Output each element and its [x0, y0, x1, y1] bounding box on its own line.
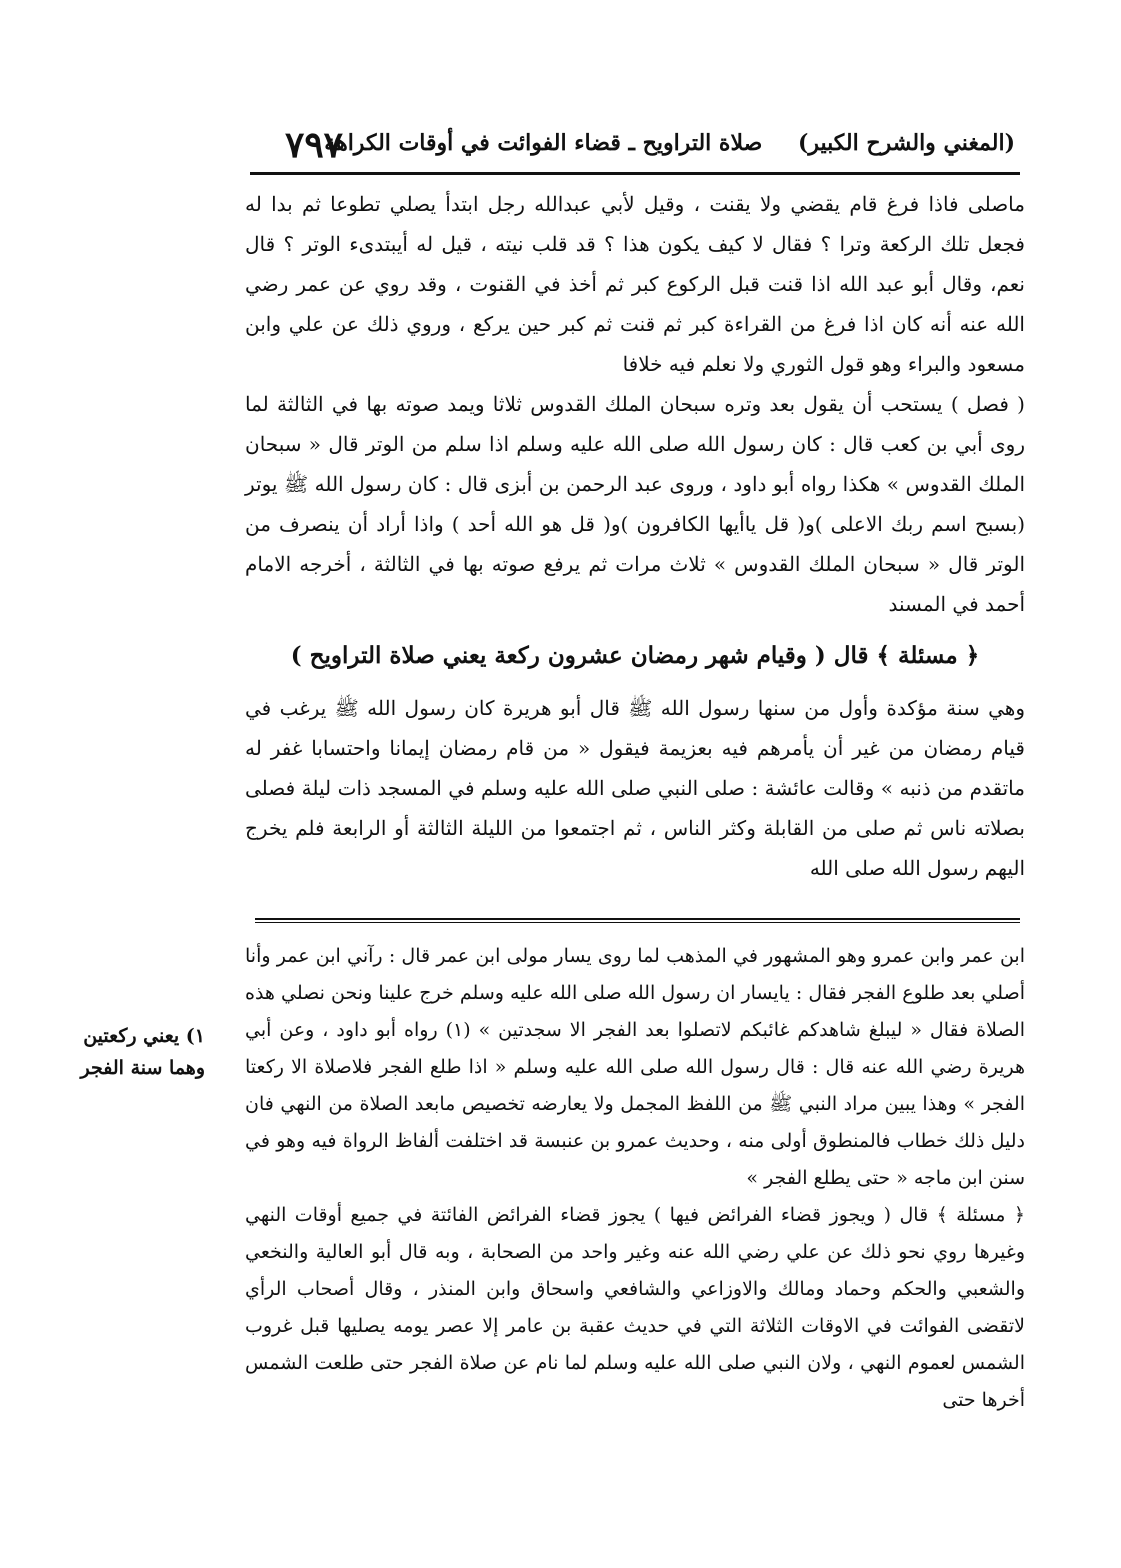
header-titles — [296, 130, 1015, 156]
paragraph: ( فصل ) يستحب أن يقول بعد وتره سبحان الملك القدوس ثلاثا ويمد صوته بها في الثالثة لما روى أبي بن كعب قال : كان رسول الله صلى الله عليه وسلم اذا سلم من الوتر قال « سبحان الملك القدوس » هكذا رواه أبو داود ، وروى عبد الرحمن بن أبزى قال : كان رسول الله ﷺ يوتر (بسبح اسم ربك الاعلى )و( قل ياأيها الكافرون )و( قل هو الله أحد ) واذا أراد أن ينصرف من الوتر قال « سبحان الملك القدوس » ثلاث مرات ثم يرفع صوته بها في الثالثة ، أخرجه الامام أحمد في المسند — [245, 392, 1025, 616]
section-heading: ﴿ مسئلة ﴾ قال ( وقيام شهر رمضان عشرون ركعة يعني صلاة التراويح ) — [290, 642, 980, 669]
paragraph: ﴿ مسئلة ﴾ قال ( ويجوز قضاء الفرائض فيها ) يجوز قضاء الفرائض الفائتة في جميع أوقات النهي وغيرها روي نحو ذلك عن علي رضي الله عنه وغير واحد من الصحابة ، وبه قال أبو العالية والنخعي والشعبي والحكم وحماد ومالك والاوزاعي والشافعي واسحاق وابن المنذر ، وقال أصحاب الرأي لاتقضى الفوائت في الاوقات الثلاثة التي في حديث عقبة بن عامر إلا عصر يومه يصليها قبل غروب الشمس لعموم النهي ، ولان النبي صلى الله عليه وسلم لما نام عن صلاة الفجر حتى طلعت الشمس أخرها حتى — [245, 1204, 1025, 1411]
paragraph: ماصلى فاذا فرغ قام يقضي ولا يقنت ، وقيل لأبي عبدالله رجل ابتدأ يصلي تطوعا ثم بدا له فجعل تلك الركعة وترا ؟ فقال لا كيف يكون هذا ؟ قد قلب نيته ، قيل له أيبتدىء الوتر ؟ قال نعم، وقال أبو عبد الله اذا قنت قبل الركوع كبر ثم أخذ في القنوت ، وقد روي عن عمر رضي الله عنه أنه كان اذا فرغ من القراءة كبر ثم قنت ثم كبر حين يركع ، وروي ذلك عن علي وابن مسعود والبراء وهو قول الثوري ولا نعلم فيه خلافا — [245, 192, 1025, 376]
paragraph: ابن عمر وابن عمرو وهو المشهور في المذهب لما روى يسار مولى ابن عمر قال : رآني ابن عمر وأنا أصلي بعد طلوع الفجر فقال : يايسار ان رسول الله صلى الله عليه وسلم خرج علينا ونحن نصلي هذه الصلاة فقال « ليبلغ شاهدكم غائبكم لاتصلوا بعد الفجر الا سجدتين » (١) رواه أبو داود ، وعن أبي هريرة رضي الله عنه قال : قال رسول الله صلى الله عليه وسلم « اذا طلع الفجر فلاصلاة الا ركعتا الفجر » وهذا يبين مراد النبي ﷺ من اللفظ المجمل ولا يعارضه تخصيص مابعد الصلاة من النهي فان دليل ذلك خطاب فالمنطوق أولى منه ، وحديث عمرو بن عنبسة قد اختلفت ألفاظ الرواة فيه وهو في سنن ابن ماجه « حتى يطلع الفجر » — [245, 945, 1025, 1189]
section-title: صلاة التراويح ـ قضاء الفوائت في أوقات الكراهة — [324, 130, 763, 156]
paragraph: وهي سنة مؤكدة وأول من سنها رسول الله ﷺ قال أبو هريرة كان رسول الله ﷺ يرغب في قيام رمضان من غير أن يأمرهم فيه بعزيمة فيقول « من قام رمضان إيمانا واحتسابا غفر له ماتقدم من ذنبه » وقالت عائشة : صلى النبي صلى الله عليه وسلم في المسجد ذات ليلة فصلى بصلاته ناس ثم صلى من القابلة وكثر الناس ، ثم اجتمعوا من الليلة الثالثة أو الرابعة فلم يخرج اليهم رسول الله صلى الله — [245, 696, 1026, 880]
section-divider-thin — [255, 922, 1020, 923]
book-title: (المغني والشرح الكبير) — [797, 130, 1015, 156]
margin-note — [55, 1020, 205, 1084]
lower-text — [245, 938, 1025, 1419]
main-text — [245, 184, 1025, 888]
running-header — [255, 122, 1015, 178]
header-rule — [250, 172, 1020, 175]
section-divider — [255, 918, 1020, 920]
margin-note-line: وهما سنة الفجر — [80, 1057, 205, 1079]
page-number: ٧٩٧ — [285, 124, 344, 166]
margin-note-line: ١) يعني ركعتين — [83, 1025, 205, 1047]
